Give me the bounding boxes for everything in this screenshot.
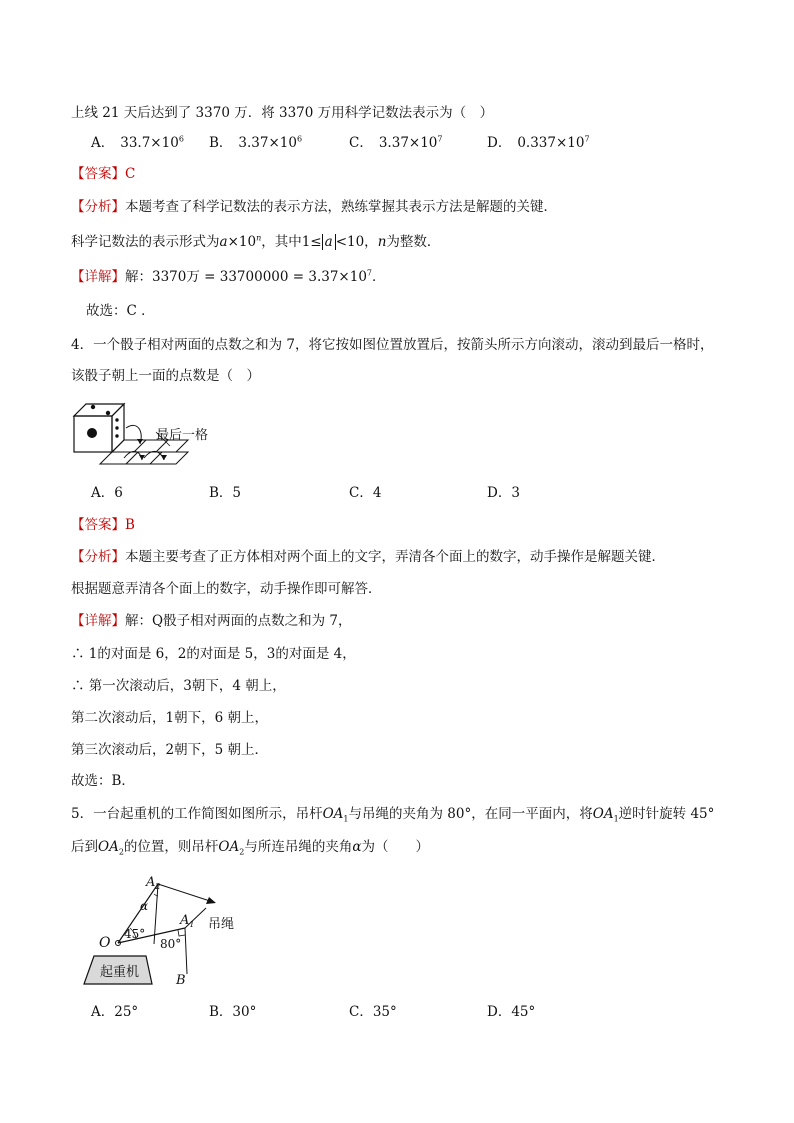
option-exponent: 7 xyxy=(437,134,443,144)
q3-option-a[interactable] xyxy=(91,134,184,152)
q3-detail xyxy=(71,268,386,286)
q5-option-c[interactable]: C．35° xyxy=(349,1004,397,1020)
label-o: O xyxy=(99,935,111,951)
point-name: A xyxy=(180,913,190,928)
label-alpha: α xyxy=(140,899,149,913)
label-a1 xyxy=(179,913,194,929)
q4-option-b[interactable]: B．5 xyxy=(209,485,242,501)
q3-note xyxy=(71,233,440,251)
q3-option-b[interactable] xyxy=(209,134,302,152)
analysis-tag: 【分析】 xyxy=(71,199,125,215)
math-symbol: OA xyxy=(322,806,344,822)
stem-text: 逆时针旋转 45° xyxy=(618,806,715,822)
option-mantissa: 3.37×10 xyxy=(238,135,297,151)
option-mantissa: 3.37×10 xyxy=(378,135,438,151)
q4-step-2: ∴ 第一次滚动后，3朝下，4 朝上， xyxy=(71,678,286,694)
option-exponent: 6 xyxy=(296,134,303,144)
q3-option-d[interactable] xyxy=(487,134,590,152)
analysis-text: 本题考查了科学记数法的表示方法，熟练掌握其表示方法是解题的关键． xyxy=(125,199,557,215)
dice-top-face xyxy=(74,404,124,416)
dice-dot xyxy=(106,411,110,415)
math-exp: 7 xyxy=(366,268,372,278)
q5-option-b[interactable]: B．30° xyxy=(209,1004,257,1020)
stem-text: 后到 xyxy=(71,839,98,855)
dice-figure xyxy=(70,398,240,468)
math-exp: n xyxy=(256,233,262,243)
angle-80-mark xyxy=(178,930,185,936)
option-letter: B． xyxy=(209,135,233,151)
math-var: a xyxy=(219,234,228,250)
math-times: ×10 xyxy=(227,234,257,250)
q4-option-d[interactable]: D．3 xyxy=(487,485,520,501)
detail-text: ． xyxy=(372,269,386,285)
note-text: 科学记数法的表示形式为 xyxy=(71,234,220,250)
q3-analysis xyxy=(71,198,557,216)
dice-dot xyxy=(91,405,95,409)
rope-arrow-head xyxy=(206,897,216,904)
answer-value: C xyxy=(125,166,136,182)
rope-a1-b xyxy=(185,928,187,974)
q4-option-c[interactable]: C．4 xyxy=(349,485,382,501)
math-subscript: 2 xyxy=(118,847,124,857)
label-b: B xyxy=(176,973,186,988)
note-text: <10， xyxy=(335,234,378,250)
dice-dot xyxy=(87,428,97,438)
math-var: n xyxy=(377,234,387,250)
stem-text: 与吊绳的夹角为 80°，在同一平面内，将 xyxy=(348,806,593,822)
q4-step-3: 第二次滚动后，1朝下，6 朝上， xyxy=(71,710,268,726)
point-name: A xyxy=(146,875,156,890)
arrow-head xyxy=(161,455,167,460)
last-cell-label: 最后一格 xyxy=(156,428,209,443)
q3-stem: 上线 21 天后达到了 3370 万．将 3370 万用科学记数法表示为（ ） xyxy=(71,105,494,121)
q3-answer xyxy=(71,165,135,183)
q4-conclusion: 故选：B． xyxy=(71,773,135,789)
q4-analysis xyxy=(71,548,665,566)
q5-option-a[interactable]: A．25° xyxy=(91,1004,139,1020)
detail-tag: 【详解】 xyxy=(71,613,125,629)
detail-text: 解：Q骰子相对两面的点数之和为 7， xyxy=(125,613,352,629)
answer-tag: 【答案】 xyxy=(71,166,125,182)
option-letter: D． xyxy=(487,135,512,151)
dice-dot xyxy=(115,426,118,429)
label-80: 80° xyxy=(160,937,182,951)
q3-option-c[interactable] xyxy=(349,134,443,152)
roll-arrow-arc xyxy=(124,451,142,460)
note-text: 为整数． xyxy=(386,234,441,250)
label-45: 45° xyxy=(124,927,146,941)
q4-step-1: ∴ 1的对面是 6，2的对面是 5，3的对面是 4， xyxy=(71,646,356,662)
analysis-text: 本题主要考查了正方体相对两个面上的文字，弄清各个面上的数字，动手操作是解题关键． xyxy=(125,549,665,565)
note-text: ，其中1≤ xyxy=(261,234,322,250)
math-subscript: 1 xyxy=(613,814,619,824)
math-abs: a xyxy=(322,234,336,250)
q3-conclusion: 故选：C ． xyxy=(86,303,155,319)
stem-text: 为（ ） xyxy=(361,839,429,855)
dice-dot xyxy=(115,418,118,421)
label-a2 xyxy=(145,875,160,891)
dice-dot xyxy=(115,434,118,437)
option-mantissa: 33.7×10 xyxy=(120,135,179,151)
q4-answer xyxy=(71,516,135,534)
option-exponent: 7 xyxy=(584,134,590,144)
q4-stem-line1: 4．一个骰子相对两面的点数之和为 7，将它按如图位置放置后，按箭头所示方向滚动，滚动到最后一格时， xyxy=(71,337,714,353)
analysis-tag: 【分析】 xyxy=(71,549,125,565)
option-letter: C． xyxy=(349,135,373,151)
math-symbol: OA xyxy=(98,839,119,855)
option-exponent: 6 xyxy=(178,134,184,144)
math-symbol: OA xyxy=(592,806,614,822)
answer-value: B xyxy=(125,517,135,533)
point-subscript: 2 xyxy=(155,882,161,891)
q4-step-4: 第三次滚动后，2朝下，5 朝上． xyxy=(71,742,268,758)
rope-a2-arrow xyxy=(158,884,213,902)
math-symbol: α xyxy=(352,839,362,855)
q4-detail xyxy=(71,612,351,630)
answer-tag: 【答案】 xyxy=(71,517,125,533)
q5-stem-line1 xyxy=(71,805,714,823)
option-mantissa: 0.337×10 xyxy=(517,135,585,151)
point-subscript: 1 xyxy=(189,920,195,929)
stem-text: 5．一台起重机的工作简图如图所示，吊杆 xyxy=(71,806,323,822)
q4-option-a[interactable]: A．6 xyxy=(91,485,123,501)
crane-figure xyxy=(70,872,260,992)
stem-text: 的位置，则吊杆 xyxy=(123,839,219,855)
q5-option-d[interactable]: D．45° xyxy=(487,1004,536,1020)
detail-text: 解：3370万 = 33700000 = 3.37×10 xyxy=(125,269,367,285)
option-letter: A． xyxy=(91,135,115,151)
detail-tag: 【详解】 xyxy=(71,269,125,285)
q4-note: 根据题意弄清各个面上的数字，动手操作即可解答． xyxy=(71,581,382,597)
math-subscript: 2 xyxy=(239,847,245,857)
stem-text: 与所连吊绳的夹角 xyxy=(244,839,353,855)
q5-stem-line2 xyxy=(71,838,429,856)
math-symbol: OA xyxy=(218,839,240,855)
math-subscript: 1 xyxy=(343,814,349,824)
crane-base-label: 起重机 xyxy=(100,965,140,980)
q4-stem-line2: 该骰子朝上一面的点数是（ ） xyxy=(71,368,260,384)
label-rope: 吊绳 xyxy=(208,917,235,932)
